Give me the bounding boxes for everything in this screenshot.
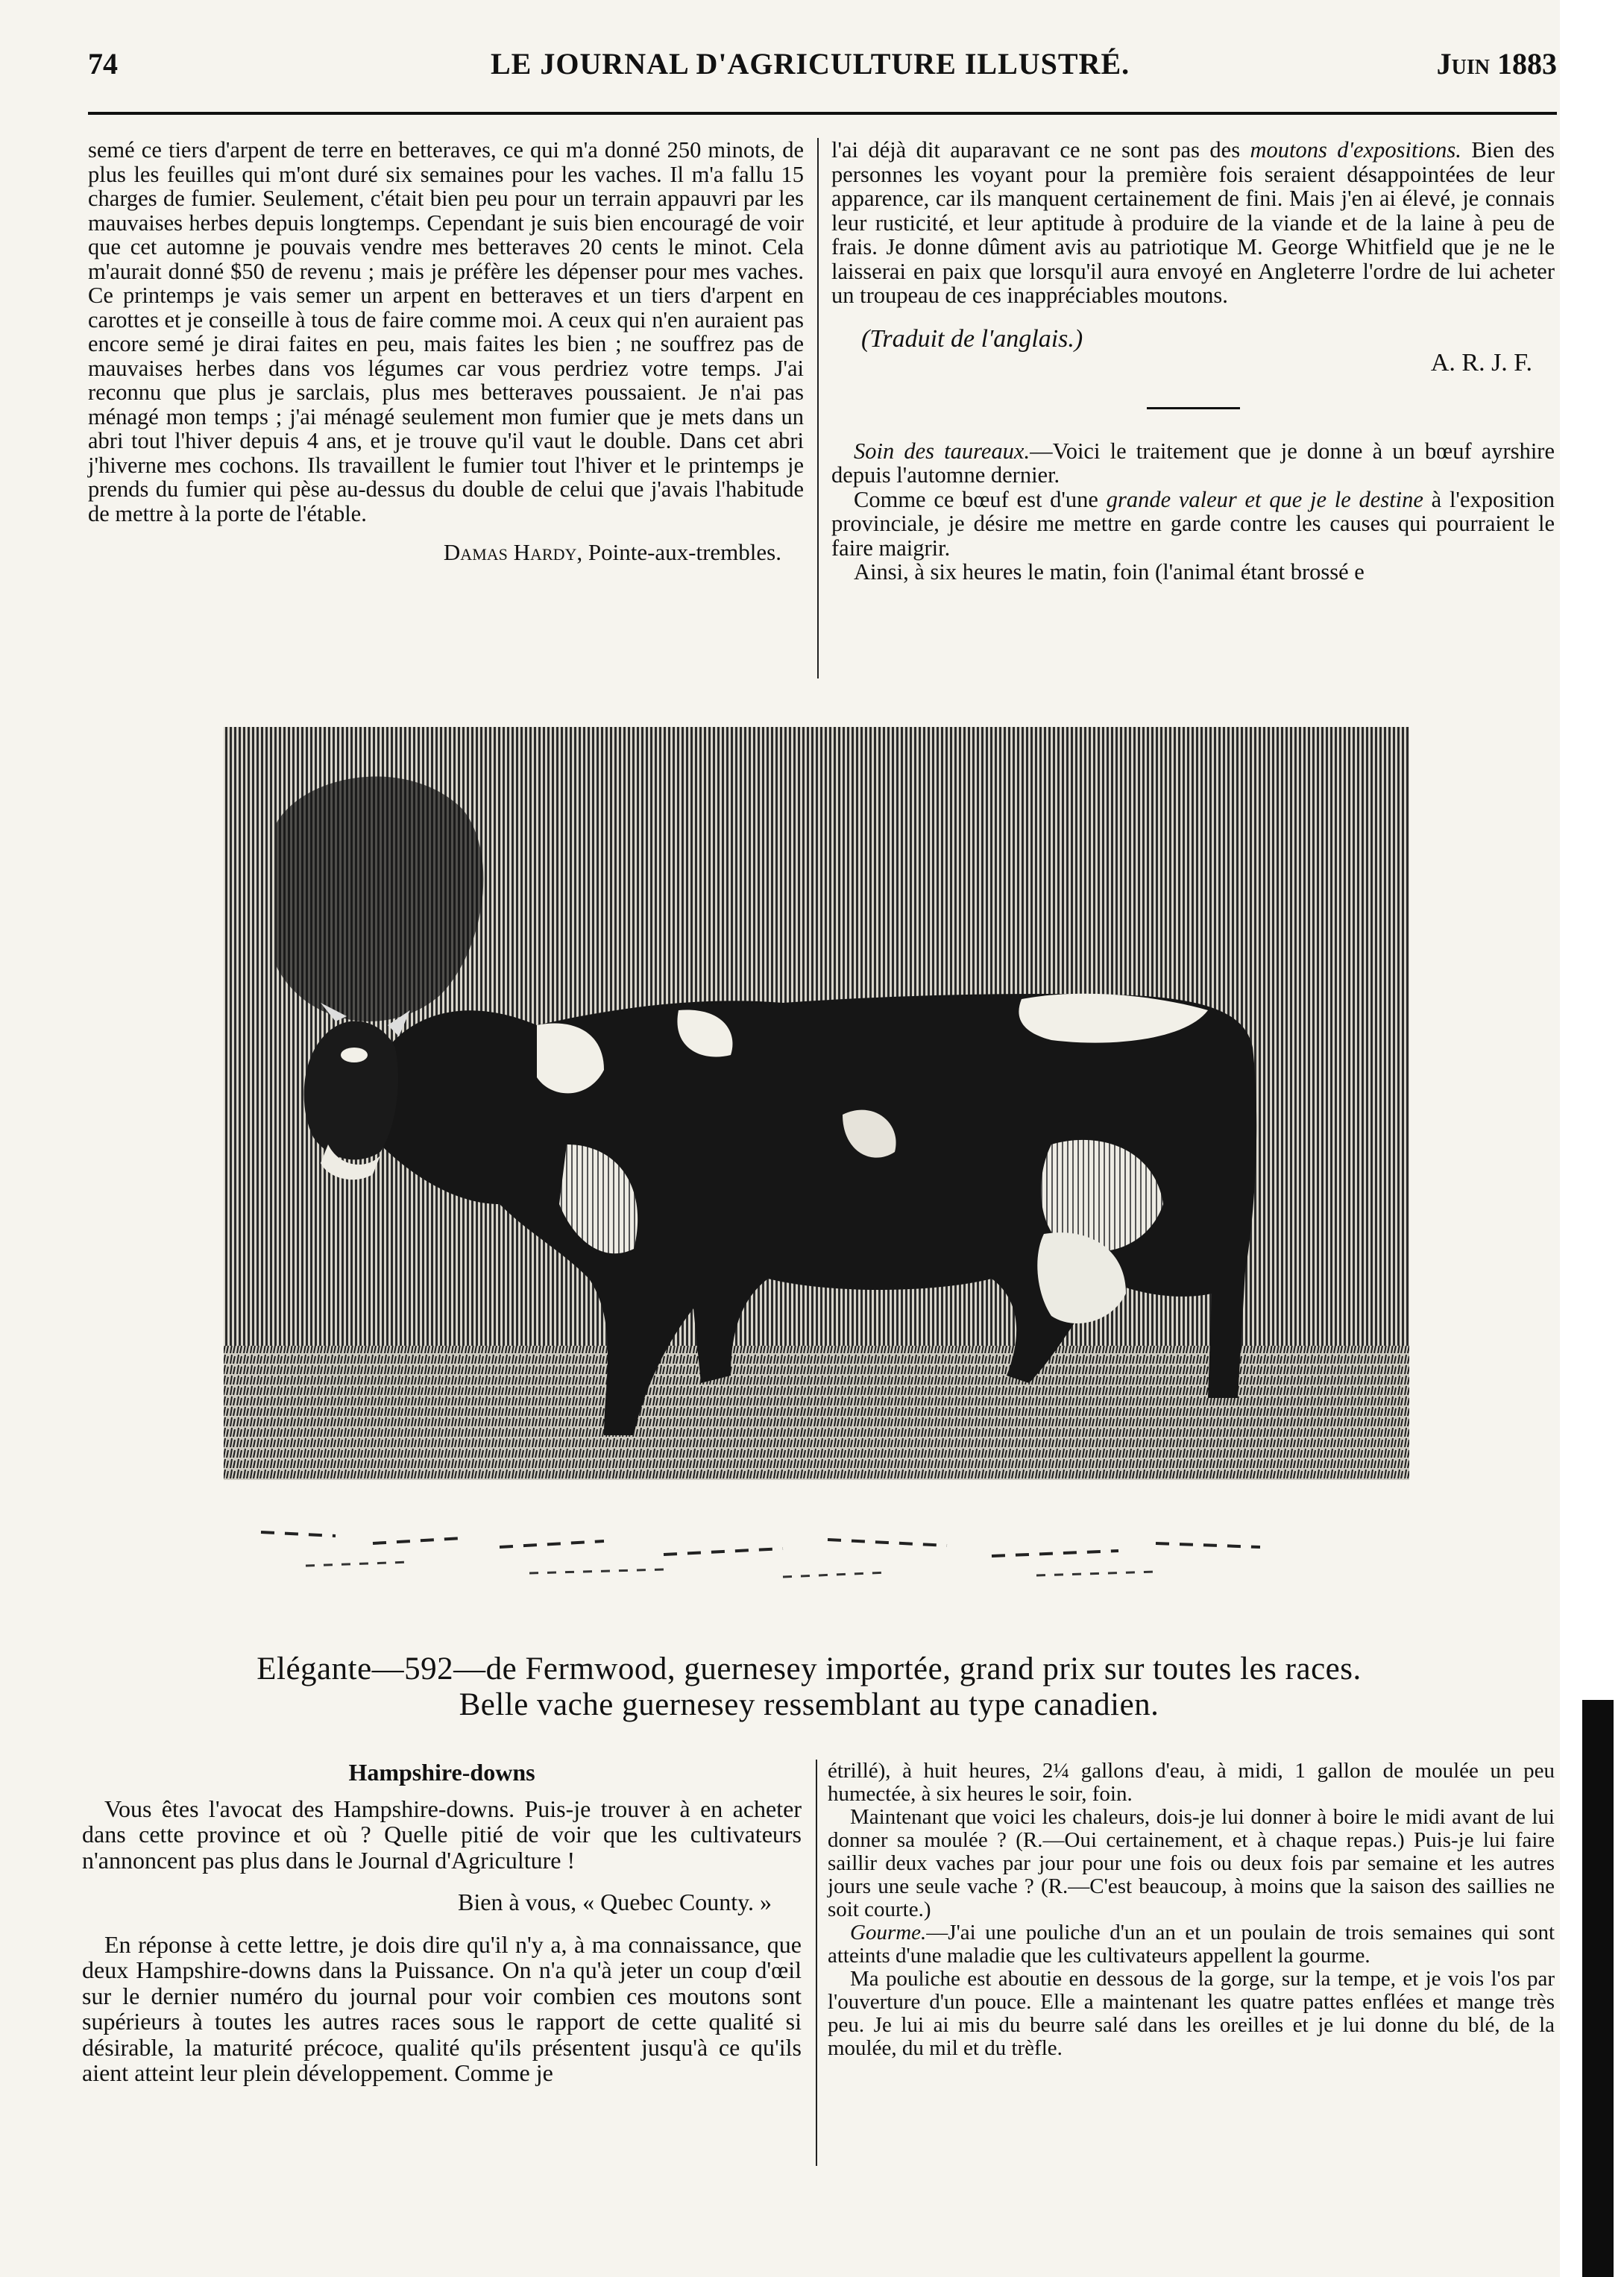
translation-note: (Traduit de l'anglais.) <box>861 324 1083 353</box>
journal-title: LE JOURNAL D'AGRICULTURE ILLUSTRÉ. <box>491 47 1130 81</box>
caption-line-2: Belle vache guernesey ressemblant au type canadien. <box>459 1687 1159 1722</box>
column-divider-bottom <box>816 1760 817 2166</box>
header-rule <box>88 112 1557 115</box>
cow-engraving-image <box>216 727 1417 1614</box>
issue-date: Juin 1883 <box>1436 47 1557 81</box>
signature-place: , Pointe-aux-trembles. <box>576 539 781 565</box>
signature-name: Damas Hardy <box>443 539 577 565</box>
strangles-title: Gourme. <box>850 1921 927 1944</box>
sheep-text-emphasis: moutons d'expositions. <box>1250 137 1461 163</box>
author-initials: A. R. J. F. <box>1430 349 1532 377</box>
filly-paragraph: Ma pouliche est aboutie en dessous de la gorge, sur la tempe, et je vois l'os par l'ouverture d'un pouce. Elle a maintenant les quatre pattes enflées et mange très peu. Je lui ai mis du beurre salé dans les oreilles et je lui donne du blé, de la moulée, du mil et du trèfle. <box>828 1967 1555 2060</box>
cow-engraving <box>216 727 1417 1614</box>
hampshire-reply: En réponse à cette lettre, je dois dire qu'il n'y a, à ma connaissance, que deux Hampshire-downs dans la Puissance. On n'a qu'à jeter un coup d'œil sur le dernier numéro du journal pour voir combien ces moutons sont supérieurs à toutes les autres races sous le rapport de cette qualité si désirable, la maturité précoce, qualité qu'ils présentent jusqu'à ce qu'ils aient atteint leur plein développement. Comme je <box>82 1930 802 2086</box>
illustration-caption <box>112 1651 1506 1723</box>
top-right-column <box>831 138 1555 585</box>
bull-care-paragraph-3: Ainsi, à six heures le matin, foin (l'animal étant brossé e <box>854 559 1365 585</box>
strangles-text: —J'ai une pouliche d'un an et un poulain de trois semaines qui sont atteints d'une maladie que les cultivateurs appellent la gourme. <box>828 1921 1555 1968</box>
bull-care-text: —Voici le traitement que je donne à un bœuf ayrshire depuis l'automne dernier. <box>831 438 1555 488</box>
hampshire-letter: Vous êtes l'avocat des Hampshire-downs. Puis-je trouver à en acheter dans cette province et où ? Quelle pitié de voir que les cultivateurs n'annoncent pas plus dans le Journal d'Agriculture ! <box>82 1795 802 1874</box>
bull-care-paragraph <box>831 439 1555 488</box>
page-edge-shadow <box>1582 1700 1614 2277</box>
bull-care-text-2b: à l'exposition provinciale, je désire me mettre en garde contre les causes qui pourraient le faire maigrir. <box>831 486 1555 561</box>
caption-line-1: Elégante—592—de Fermwood, guernesey importée, grand prix sur toutes les races. <box>256 1651 1362 1687</box>
bull-care-text-2a: Comme ce bœuf est d'une <box>854 486 1107 512</box>
column-divider <box>817 138 819 678</box>
bull-care-text-2-emphasis: grande valeur et que je le destine <box>1106 486 1423 512</box>
top-left-column <box>88 138 804 565</box>
hampshire-heading: Hampshire-downs <box>348 1759 535 1786</box>
breeding-question: Maintenant que voici les chaleurs, dois-je lui donner à boire le midi avant de lui donner sa moulée ? (R.—Oui certainement, et à chaque repas.) Puis-je lui faire saillir deux vaches par jour pour une fois ou deux fois par semaine et les autres jours une seule vache ? (R.—C'est beaucoup, à moins que la saison des saillies ne soit courte.) <box>828 1805 1555 1921</box>
sheep-text-b: Bien des personnes les voyant pour la première fois seraient désappointées de leur apparence, car ils manquent certainement de fini. Mais j'en ai élevé, je connais leur rusticité, et leur aptitude à produire de la viande et de la laine à peu de frais. Je donne dûment avis au patriotique M. George Whitfield que je ne le laisserai en paix que lorsqu'il aura envoyé en Angleterre l'ordre de lui acheter un troupeau de ces inappréciables moutons. <box>831 137 1555 308</box>
page-header <box>88 46 1557 91</box>
bottom-left-column <box>82 1760 802 2086</box>
feeding-paragraph: étrillé), à huit heures, 2¼ gallons d'eau, à midi, 1 gallon de moulée un peu humectée, à six heures le soir, foin. <box>828 1759 1555 1806</box>
strangles-paragraph <box>828 1921 1555 1968</box>
sheep-paragraph <box>831 138 1555 308</box>
bull-care-paragraph-2 <box>831 488 1555 561</box>
sheep-text-a: l'ai déjà dit auparavant ce ne sont pas des <box>831 137 1250 163</box>
page-number: 74 <box>88 47 118 81</box>
letter-paragraph: semé ce tiers d'arpent de terre en betteraves, ce qui m'a donné 250 minots, de plus les feuilles qui m'ont duré six semaines pour les vaches. Il m'a fallu 15 charges de fumier. Seulement, c'était bien peu pour un terrain appauvri par les mauvaises herbes depuis longtemps. Cependant je suis bien encouragé de voir que cet automne je pouvais vendre mes betteraves 20 cents le minot. Cela m'aurait donné $50 de revenu ; mais je préfère les dépenser pour mes vaches. Ce printemps je vais semer un arpent en betteraves et un tiers d'arpent en carottes et je conseille à tous de faire comme moi. A ceux qui n'en auraient pas encore semé je dirai faites en peu, mais faites les bien ; ne souffrez pas de mauvaises herbes dans vos légumes car vous perdriez votre temps. J'ai reconnu que plus je sarclais, plus mes betteraves poussaient. Je n'ai pas ménagé mon temps ; j'ai ménagé seulement mon fumier que je mets dans un abri tout l'hiver depuis 4 ans, et je trouve qu'il vaut le double. Dans cet abri j'hiverne mes cochons. Ils travaillent le fumier tout l'hiver et le printemps je prends du fumier qui pèse au-dessus du double de celui que j'avais l'habitude de mettre à la porte de l'étable. <box>88 137 804 526</box>
section-separator <box>1147 407 1240 409</box>
bull-care-title: Soin des taureaux. <box>854 438 1030 464</box>
letter-closing: Bien à vous, « Quebec County. » <box>458 1889 772 1915</box>
letter-signature <box>88 541 804 565</box>
bottom-right-column <box>828 1760 1555 2060</box>
